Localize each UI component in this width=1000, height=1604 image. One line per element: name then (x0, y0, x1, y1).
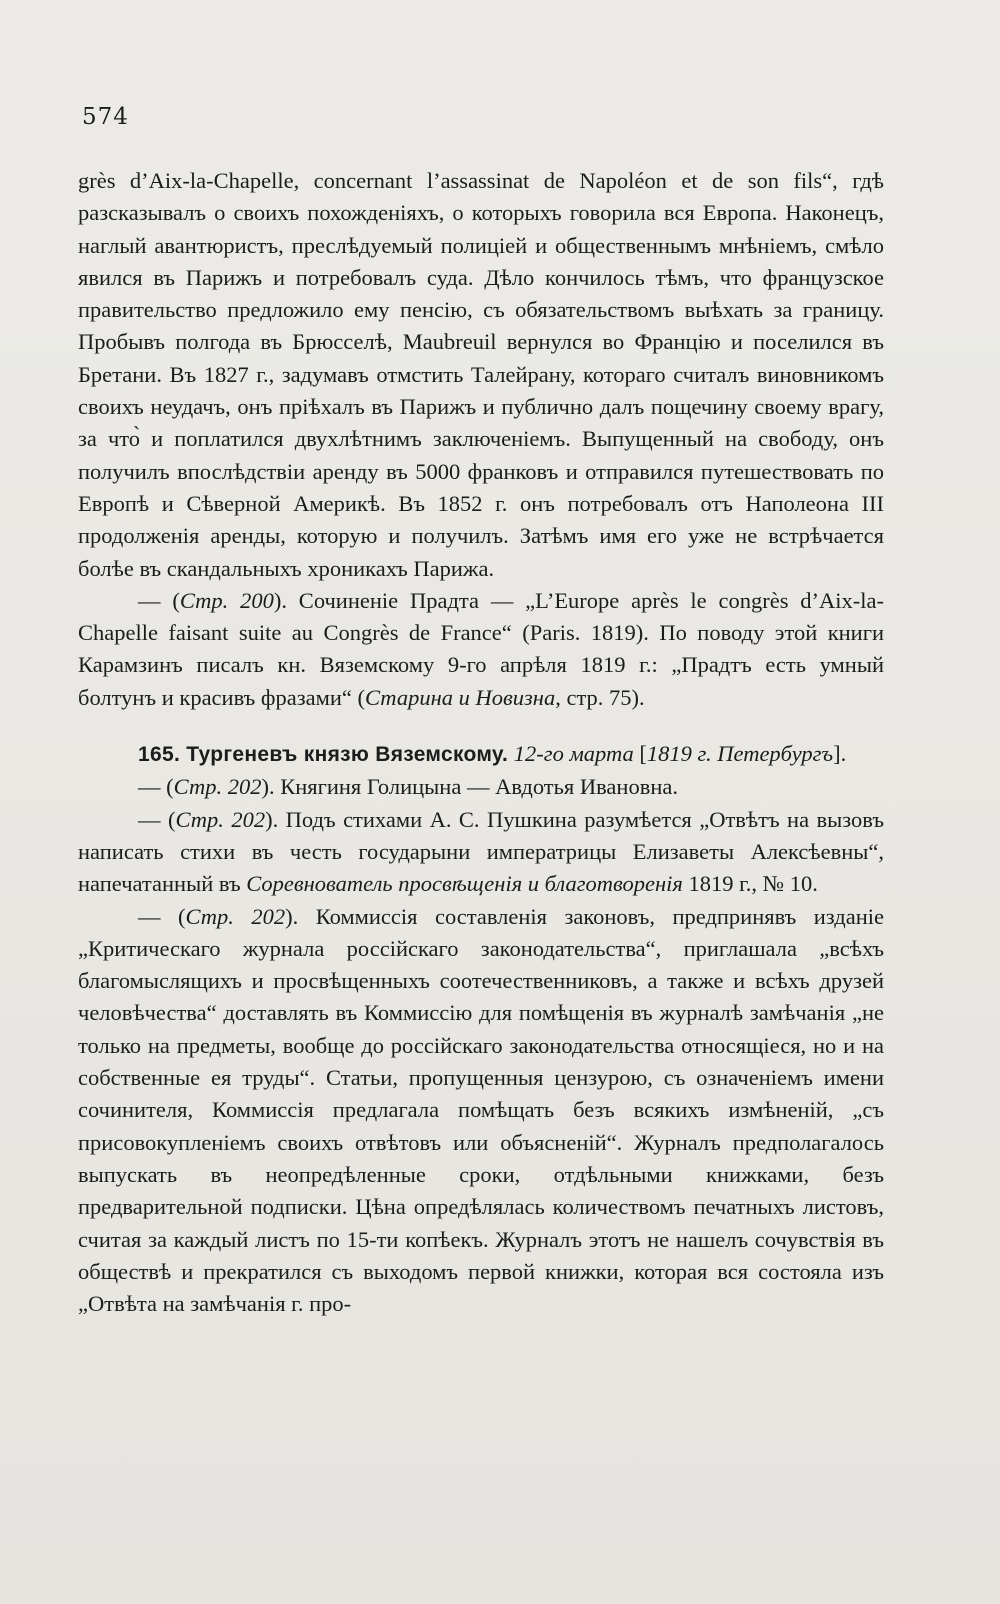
section-gap (78, 714, 884, 738)
note-prade (78, 585, 884, 714)
note-dash: — ( (138, 774, 174, 800)
page-reference: Стр. 202 (185, 903, 286, 929)
letter-title: 165. Тургеневъ князю Вяземскому. (138, 743, 509, 767)
bracket-close: ]. (833, 741, 847, 767)
paragraph-continuation: grès d’Aix-la-Chapelle, concernant l’assassinat de Napoléon et de son fils“, гдѣ разсказывалъ о своихъ похожденіяхъ, о которыхъ говорила вся Европа. Наконецъ, наглый авантюристъ, преслѣдуемый полиціей и общественнымъ мнѣніемъ, смѣло явился въ Парижъ и потребовалъ суда. Дѣло кончилось тѣмъ, что французское правительство предложило ему пенсію, съ обязательствомъ выѣхать за границу. Пробывъ полгода въ Брюсселѣ, Maubreuil вернулся во Францію и поселился въ Бретани. Въ 1827 г., задумавъ отмстить Талейрану, котораго считалъ виновникомъ своихъ неудачъ, онъ пріѣхалъ въ Парижъ и публично далъ пощечину своему врагу, за что̀ и поплатился двухлѣтнимъ заключеніемъ. Выпущенный на свободу, онъ получилъ впослѣдствіи аренду въ 5000 франковъ и отправился путешествовать по Европѣ и Сѣверной Америкѣ. Въ 1852 г. онъ потребовалъ отъ Наполеона III продолженія аренды, которую и получилъ. Затѣмъ имя его уже не встрѣчается болѣе въ скандальныхъ хроникахъ Парижа. (78, 168, 884, 581)
note-text: ). Княгиня Голицына — Авдотья Ивановна. (261, 774, 678, 800)
note-pushkin (78, 804, 884, 901)
source-title: Старина и Новизна (364, 684, 556, 710)
page-reference: Стр. 202 (175, 806, 266, 832)
note-dash: — ( (138, 806, 176, 832)
page-reference: Стр. 202 (173, 774, 262, 800)
note-dash: — ( (138, 903, 186, 929)
page-number: 574 (82, 104, 129, 130)
letter-date: 12-го марта (513, 741, 634, 767)
source-title: Соревнователь просвѣщенія и благотворенія (246, 871, 683, 897)
note-dash: — ( (138, 587, 180, 613)
page-reference: Стр. 200 (179, 587, 274, 613)
page-text (78, 165, 884, 1320)
bracket-open: [ (633, 741, 647, 767)
letter-heading (78, 738, 884, 771)
note-text: ). Сочиненіе Прадта — „L’Europe après le congrès d’Aix-la-Chapelle faisant suite au Congrès de France“ (Paris. 1819). По поводу этой книги Карамзинъ писалъ кн. Вяземскому 9-го апрѣля 1819 г.: „Прадтъ есть умный болтунъ и красивъ фразами“ ( (78, 587, 884, 710)
note-text: ). Подъ стихами А. С. Пушкина разумѣется „Отвѣтъ на вызовъ написать стихи въ честь государыни императрицы Елизаветы Алексѣевны“, напечатанный въ (78, 806, 884, 897)
letter-year-place: 1819 г. Петербургъ (646, 741, 834, 767)
note-text: ). Коммиссія составленія законовъ, предпринявъ изданіе „Критическаго журнала россійскаго законодательства“, приглашала „всѣхъ благомыслящихъ и просвѣщенныхъ соотечественниковъ, а также и всѣхъ друзей человѣчества“ доставлять въ Коммиссію для помѣщенія въ журналѣ замѣчанія „не только на предметы, вообще до россійскаго законодательства относящіеся, но и на собственные ея труды“. Статьи, пропущенныя цензурою, съ означеніемъ имени сочинителя, Коммиссія предлагала помѣщать безъ всякихъ измѣненій, „съ присовокупленіемъ своихъ отвѣтовъ или объясненій“. Журналъ предполагалось выпускать въ неопредѣленные сроки, отдѣльными книжками, безъ предварительной подписки. Цѣна опредѣлялась количествомъ печатныхъ листовъ, считая за каждый листъ по 15-ти копѣекъ. Журналъ этотъ не нашелъ сочувствія въ обществѣ и прекратился съ выходомъ первой книжки, которая вся состояла изъ „Отвѣта на замѣчанія г. про- (78, 903, 885, 1317)
note-commission (78, 901, 884, 1321)
note-golitsyna (78, 771, 884, 803)
note-text-end: , стр. 75). (555, 684, 645, 710)
note-text-end: 1819 г., № 10. (682, 871, 818, 897)
